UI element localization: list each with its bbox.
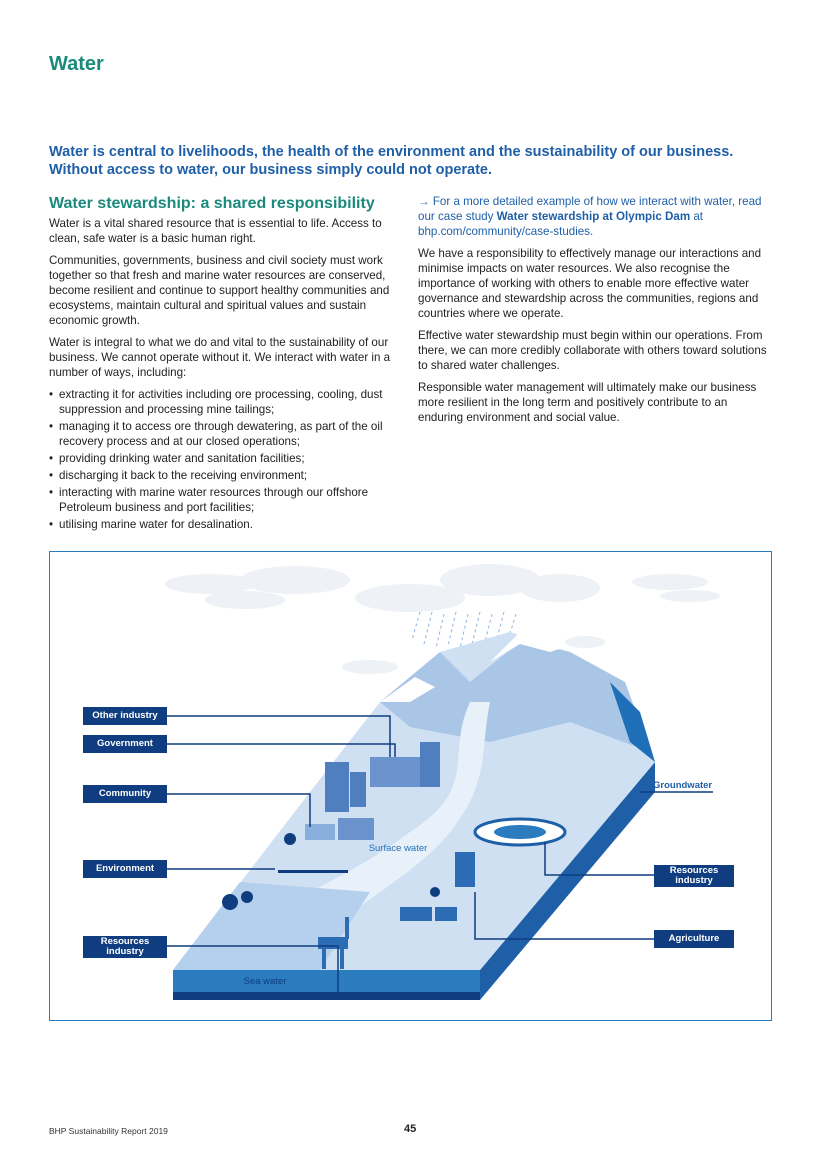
section-heading: Water stewardship: a shared responsibility [49, 195, 375, 212]
list-item: • interacting with marine water resources through our offshore Petroleum business and port facilities; [49, 485, 401, 515]
paragraph: Responsible water management will ultimately make our business more resilient in the long term and positively contribute to an enduring environment and social value. [418, 381, 757, 424]
ways-list [49, 387, 401, 532]
label-resources-industry-right: Resources industry [654, 865, 734, 887]
label-groundwater: Groundwater [653, 780, 713, 791]
list-item: • extracting it for activities including ore processing, cooling, dust suppression and processing mine tailings; [49, 387, 401, 417]
intro-text: Water is central to livelihoods, the health of the environment and the sustainability of our business. Without access to water, our business simply could not operate. [49, 144, 734, 178]
footer-report-name: BHP Sustainability Report 2019 [49, 1126, 168, 1136]
case-study-link[interactable] [418, 194, 770, 239]
label-sea-water: Sea water [243, 976, 287, 987]
list-item: • utilising marine water for desalination. [49, 517, 401, 532]
paragraph: Water is integral to what we do and vital to the sustainability of our business. We cannot operate without it. We interact with water in a number of ways, including: [49, 336, 391, 379]
label-surface-water: Surface water [368, 843, 428, 854]
label-other-industry: Other industry [83, 707, 167, 725]
left-column [49, 194, 401, 534]
case-study-title[interactable]: Water stewardship at Olympic Dam [496, 210, 691, 223]
page-number: 45 [404, 1123, 417, 1135]
water-interaction-diagram [49, 551, 772, 1021]
arrow-right-icon: → [418, 195, 430, 208]
right-column [418, 194, 770, 432]
label-agriculture: Agriculture [654, 930, 734, 948]
paragraph: Water is a vital shared resource that is essential to life. Access to clean, safe water is a basic human right. [49, 217, 382, 245]
label-resources-industry-left: Resources industry [83, 936, 167, 958]
list-item: • managing it to access ore through dewatering, as part of the oil recovery process and at our closed operations; [49, 419, 401, 449]
label-community: Community [83, 785, 167, 803]
case-study-suffix: at bhp.com/community/case-studies. [418, 210, 704, 238]
list-item: • providing drinking water and sanitation facilities; [49, 451, 401, 466]
paragraph: Effective water stewardship must begin within our operations. From there, we can more credibly collaborate with others toward solutions to shared water challenges. [418, 329, 767, 372]
page-title: Water [49, 53, 104, 75]
label-environment: Environment [83, 860, 167, 878]
case-study-prefix: For a more detailed example of how we interact with water, read our case study [418, 195, 762, 223]
list-item: • discharging it back to the receiving environment; [49, 468, 401, 483]
paragraph: Communities, governments, business and civil society must work together so that fresh and marine water resources are conserved, become resilient and continue to support healthy communities and ecosystems, maintain cultural and spiritual values and sustain economic growth. [49, 254, 390, 327]
label-government: Government [83, 735, 167, 753]
paragraph: We have a responsibility to effectively manage our interactions and minimise impacts on water resources. We also recognise the importance of working with others to enable more effective water governance and stewardship across the communities, regions and countries where we operate. [418, 247, 762, 320]
